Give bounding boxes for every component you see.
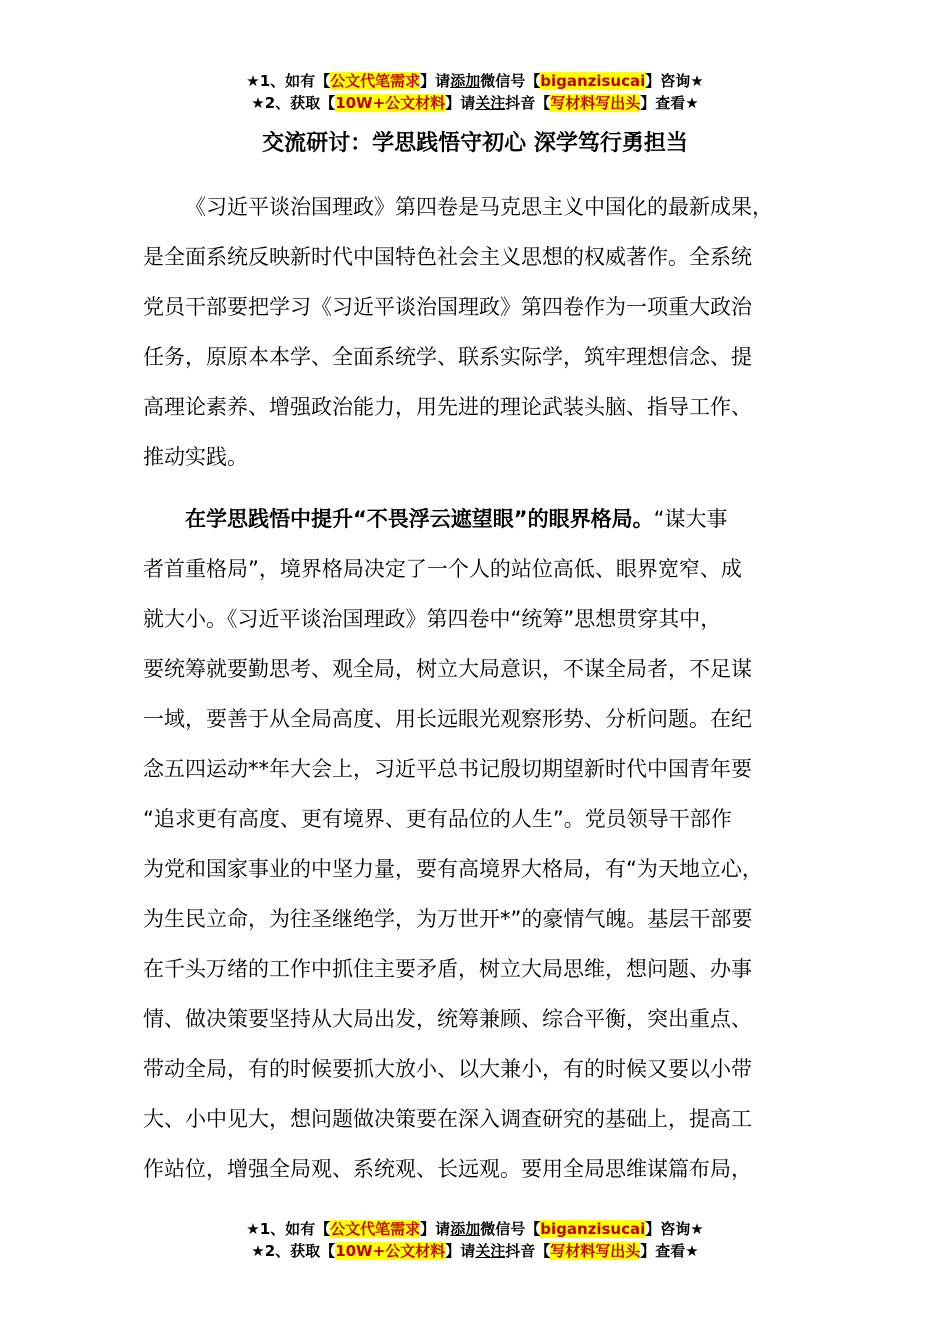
promo-text: 抖音【 (505, 94, 551, 112)
promo-underlined: 添加 (450, 72, 481, 90)
paragraph-heading: 在学思践悟中提升“不畏浮云遮望眼”的眼界格局。 (185, 507, 654, 531)
text-line: 念五四运动**年大会上，习近平总书记殷切期望新时代中国青年要 (143, 757, 752, 781)
text-line: 推动实践。 (143, 445, 248, 469)
promo-underlined: 关注 (475, 94, 506, 112)
text-line: 情、做决策要坚持从大局出发，统筹兼顾、综合平衡，突出重点、 (143, 1007, 752, 1031)
promo-text: 微信号【 (480, 72, 541, 90)
promo-text: 】请 (445, 94, 476, 112)
promo-douyin-id: 写材料写出头 (550, 1242, 641, 1260)
promo-highlight: 10W+公文材料 (335, 94, 446, 112)
promo-text: 】查看★ (640, 94, 699, 112)
promo-underlined: 添加 (450, 1220, 481, 1238)
promo-text: ★1、如有【 (246, 1220, 331, 1238)
promo-text: 抖音【 (505, 1242, 551, 1260)
text-line: 是全面系统反映新时代中国特色社会主义思想的权威著作。全系统 (143, 245, 752, 269)
text-line: 作站位，增强全局观、系统观、长远观。要用全局思维谋篇布局， (143, 1157, 752, 1181)
promo-line-2 (0, 92, 950, 114)
paragraph-2 (143, 494, 825, 1194)
promo-text: ★1、如有【 (246, 72, 331, 90)
promo-line-1 (0, 70, 950, 92)
promo-text: 】请 (445, 1242, 476, 1260)
text-line: 在千头万绪的工作中抓住主要矛盾，树立大局思维，想问题、办事 (143, 957, 752, 981)
promo-text: 】咨询★ (645, 72, 704, 90)
promo-text: 微信号【 (480, 1220, 541, 1238)
text-line: 高理论素养、增强政治能力，用先进的理论武装头脑、指导工作、 (143, 395, 752, 419)
text-line: 者首重格局”，境界格局决定了一个人的站位高低、眼界宽窄、成 (143, 557, 742, 581)
paragraph-1 (143, 182, 825, 482)
text-line (143, 494, 825, 544)
promo-text: 】请 (420, 72, 451, 90)
text-line: 带动全局，有的时候要抓大放小、以大兼小，有的时候又要以小带 (143, 1057, 752, 1081)
promo-wechat-id: biganzisucai (540, 72, 646, 90)
promo-line-1 (0, 1218, 950, 1240)
promo-text: 】查看★ (640, 1242, 699, 1260)
text-line: 大、小中见大，想问题做决策要在深入调查研究的基础上，提高工 (143, 1107, 752, 1131)
promo-douyin-id: 写材料写出头 (550, 94, 641, 112)
promo-wechat-id: biganzisucai (540, 1220, 646, 1238)
text-line: 一域，要善于从全局高度、用长远眼光观察形势、分析问题。在纪 (143, 707, 752, 731)
text-line: 为生民立命，为往圣继绝学，为万世开*”的豪情气魄。基层干部要 (143, 907, 753, 931)
footer-promo-banner (0, 1218, 950, 1262)
text-line: 就大小。《习近平谈治国理政》第四卷中“统筹”思想贯穿其中， (143, 607, 722, 631)
text-run: “谋大事 (653, 507, 728, 531)
document-title: 交流研讨：学思践悟守初心 深学笃行勇担当 (262, 131, 688, 156)
header-promo-banner (0, 70, 950, 114)
text-line: 党员干部要把学习《习近平谈治国理政》第四卷作为一项重大政治 (143, 295, 752, 319)
promo-text: ★2、获取【 (251, 94, 336, 112)
promo-text: ★2、获取【 (251, 1242, 336, 1260)
text-line: 《习近平谈治国理政》第四卷是马克思主义中国化的最新成果， (185, 195, 773, 219)
promo-highlight: 公文代笔需求 (330, 1220, 421, 1238)
promo-text: 】请 (420, 1220, 451, 1238)
text-line: 任务，原原本本学、全面系统学、联系实际学，筑牢理想信念、提 (143, 345, 752, 369)
promo-line-2 (0, 1240, 950, 1262)
promo-highlight: 公文代笔需求 (330, 72, 421, 90)
promo-underlined: 关注 (475, 1242, 506, 1260)
promo-highlight: 10W+公文材料 (335, 1242, 446, 1260)
text-line: 为党和国家事业的中坚力量，要有高境界大格局，有“为天地立心， (143, 857, 763, 881)
promo-text: 】咨询★ (645, 1220, 704, 1238)
text-line: 要统筹就要勤思考、观全局，树立大局意识，不谋全局者，不足谋 (143, 657, 752, 681)
text-line: “追求更有高度、更有境界、更有品位的人生”。党员领导干部作 (143, 807, 732, 831)
